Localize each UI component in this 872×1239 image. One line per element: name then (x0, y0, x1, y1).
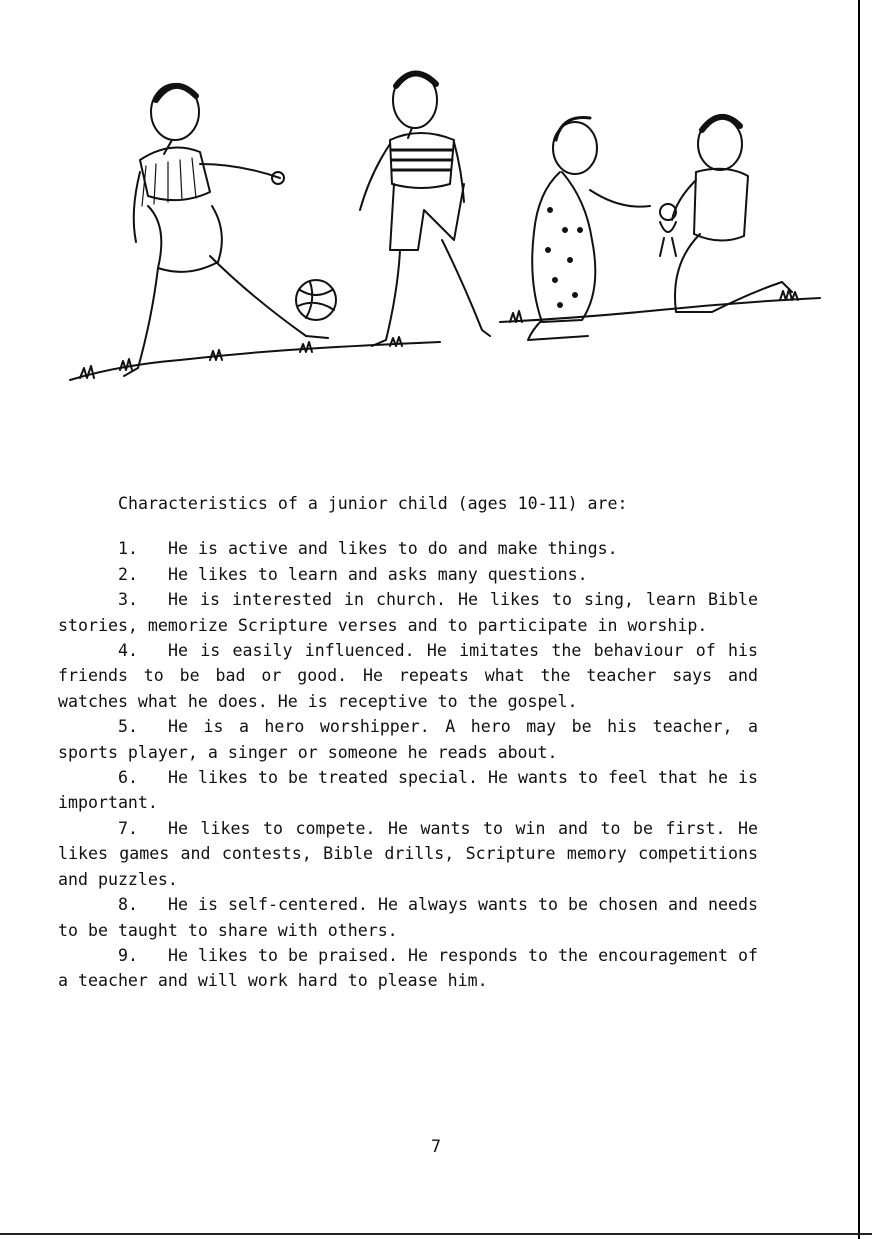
item-text: He is self-centered. He always wants to be chosen and needs to be taught to share with others. (58, 895, 758, 940)
item-number: 9. (118, 945, 138, 965)
girl-dotted-dress-figure (528, 117, 650, 340)
list-item-8 (58, 892, 758, 943)
item-number: 5. (118, 717, 138, 737)
body-text (58, 491, 758, 994)
list-item-3 (58, 587, 758, 638)
ball-drawing (296, 280, 336, 320)
item-number: 6. (118, 768, 138, 788)
boy-kicking-figure (124, 84, 328, 376)
item-number: 1. (118, 539, 138, 559)
list-item-5 (58, 714, 758, 765)
list-item-2 (58, 562, 758, 587)
item-text: He is interested in church. He likes to sing, learn Bible stories, memorize Scripture verses and to participate in worship. (58, 590, 758, 635)
item-text: He likes to be praised. He responds to the encouragement of a teacher and will work hard to please him. (58, 945, 758, 991)
page-number: 7 (431, 1137, 441, 1156)
children-playing-illustration (60, 60, 840, 400)
list-item-6 (58, 765, 758, 816)
item-text: He likes to compete. He wants to win and to be first. He likes games and contests, Bible drills, Scripture memory competitions and puzzles. (58, 818, 758, 889)
page-edge-line (858, 0, 860, 1239)
item-number: 4. (118, 641, 138, 661)
list-item-9 (58, 943, 758, 994)
item-number: 7. (118, 818, 138, 838)
list-item-1 (58, 536, 758, 561)
item-text: He is active and likes to do and make things. (168, 539, 618, 559)
boy-kneeling-figure (672, 117, 792, 312)
item-text: He is easily influenced. He imitates the behaviour of his friends to be bad or good. He repeats what the teacher says and watches what he does. He is receptive to the gospel. (58, 641, 758, 711)
list-item-4 (58, 638, 758, 714)
list-heading: Characteristics of a junior child (ages 10-11) are: (118, 494, 628, 513)
list-item-7 (58, 816, 758, 892)
item-text: He likes to learn and asks many questions. (168, 564, 588, 584)
bottom-rule (0, 1233, 872, 1235)
item-text: He is a hero worshipper. A hero may be his teacher, a sports player, a singer or someone he reads about. (58, 717, 758, 762)
item-number: 2. (118, 564, 138, 584)
item-text: He likes to be treated special. He wants to feel that he is important. (58, 768, 758, 813)
boy-striped-shirt-figure (360, 72, 490, 346)
item-number: 3. (118, 590, 138, 610)
item-number: 8. (118, 895, 138, 915)
